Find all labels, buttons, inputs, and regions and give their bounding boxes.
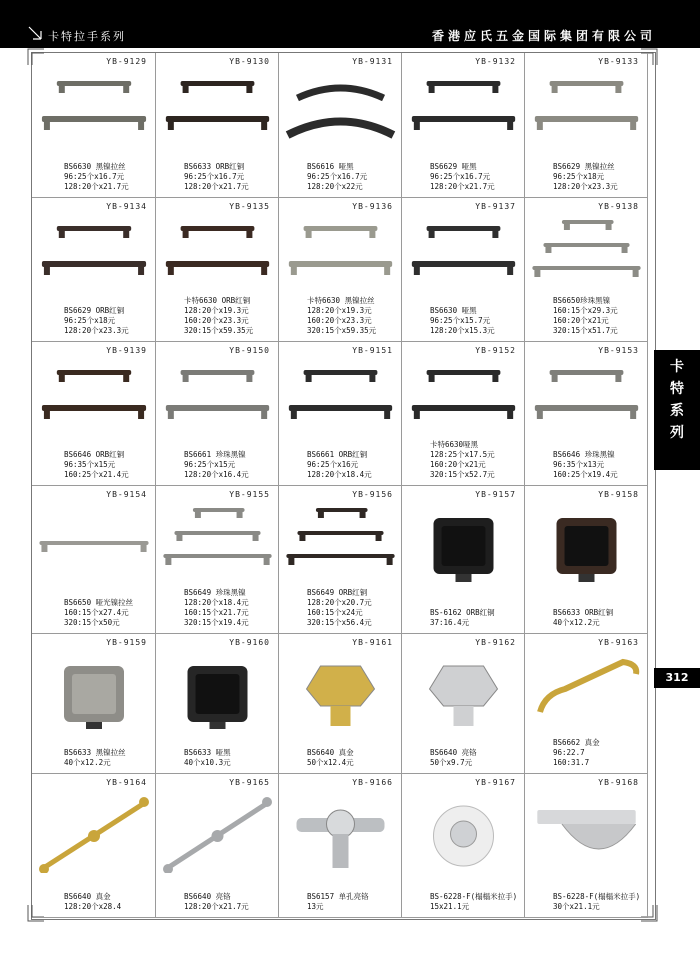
product-code: YB-9158 xyxy=(598,490,639,499)
product-code: YB-9138 xyxy=(598,202,639,211)
product-price: 320:15个x52.7元 xyxy=(430,470,495,479)
product-description xyxy=(279,588,401,628)
product-cell xyxy=(525,53,648,198)
product-name: BS6646 珍珠黑镍 xyxy=(553,450,615,459)
product-price: 96:35个x13元 xyxy=(553,460,605,469)
product-code: YB-9137 xyxy=(475,202,516,211)
product-name: BS6633 黑镍拉丝 xyxy=(64,748,126,757)
product-price: 160:20个x21元 xyxy=(430,460,486,469)
product-description xyxy=(279,162,401,192)
product-description xyxy=(402,892,524,912)
product-cell xyxy=(525,774,648,918)
product-description xyxy=(156,588,278,628)
product-price: 96:25个x16元 xyxy=(307,460,359,469)
product-description xyxy=(402,748,524,768)
product-cell xyxy=(279,774,402,918)
product-price: 15x21.1元 xyxy=(430,902,470,911)
side-char: 卡 xyxy=(670,359,684,375)
product-name: BS-6228-F(榻榻米拉手) xyxy=(430,892,518,901)
product-code: YB-9139 xyxy=(106,346,147,355)
product-description xyxy=(525,296,647,336)
product-cell xyxy=(156,774,279,918)
product-code: YB-9151 xyxy=(352,346,393,355)
product-description xyxy=(32,306,155,336)
product-price: 160:15个x24元 xyxy=(307,608,363,617)
product-description xyxy=(525,892,647,912)
product-name: BS6630 黑镍拉丝 xyxy=(64,162,126,171)
product-price: 13元 xyxy=(307,902,324,911)
product-image xyxy=(156,53,279,153)
product-cell xyxy=(156,53,279,198)
product-code: YB-9155 xyxy=(229,490,270,499)
product-name: BS6633 ORB红铜 xyxy=(184,162,245,171)
product-price: 96:25个x16.7元 xyxy=(184,172,245,181)
product-image xyxy=(32,774,156,873)
product-name: BS-6162 ORB红铜 xyxy=(430,608,495,617)
product-cell xyxy=(525,634,648,774)
side-char: 系 xyxy=(670,403,684,419)
product-price: 96:35个x15元 xyxy=(64,460,116,469)
product-price: 160:20个x23.3元 xyxy=(307,316,372,325)
product-name: BS6662 真金 xyxy=(553,738,600,747)
product-image xyxy=(525,53,648,153)
product-image xyxy=(525,342,648,441)
product-price: 96:25个x15元 xyxy=(184,460,236,469)
product-name: BS6646 ORB红铜 xyxy=(64,450,125,459)
product-image xyxy=(32,486,156,589)
product-image xyxy=(279,486,402,589)
product-code: YB-9134 xyxy=(106,202,147,211)
product-name: BS6157 单孔亮铬 xyxy=(307,892,369,901)
product-price: 37:16.4元 xyxy=(430,618,470,627)
product-price: 40个x12.2元 xyxy=(553,618,600,627)
product-price: 30个x21.1元 xyxy=(553,902,600,911)
product-description xyxy=(279,296,401,336)
product-price: 128:20个x23.3元 xyxy=(64,326,129,335)
product-price: 128:20个x18.4元 xyxy=(184,598,249,607)
product-cell xyxy=(32,774,156,918)
product-image xyxy=(279,634,402,729)
product-description xyxy=(279,748,401,768)
product-image xyxy=(402,53,525,153)
product-description xyxy=(156,892,278,912)
product-code: YB-9154 xyxy=(106,490,147,499)
product-price: 40个x10.3元 xyxy=(184,758,231,767)
product-description xyxy=(32,748,155,768)
product-image xyxy=(402,342,525,441)
product-description xyxy=(402,162,524,192)
product-price: 160:25个x19.4元 xyxy=(553,470,618,479)
product-price: 128:20个x20.7元 xyxy=(307,598,372,607)
product-description xyxy=(156,162,278,192)
product-name: BS6633 哑黑 xyxy=(184,748,231,757)
product-name: BS6649 ORB红铜 xyxy=(307,588,368,597)
product-price: 320:15个x59.35元 xyxy=(307,326,377,335)
product-code: YB-9164 xyxy=(106,778,147,787)
product-image xyxy=(156,342,279,441)
product-code: YB-9168 xyxy=(598,778,639,787)
product-cell xyxy=(402,198,525,342)
product-price: 96:25个x18元 xyxy=(553,172,605,181)
side-tab xyxy=(654,350,700,470)
product-image xyxy=(156,486,279,589)
product-price: 128:20个x22元 xyxy=(307,182,363,191)
side-char: 列 xyxy=(670,425,684,441)
product-description xyxy=(525,162,647,192)
product-price: 96:25个x16.7元 xyxy=(430,172,491,181)
product-price: 128:20个x21.7元 xyxy=(184,902,249,911)
product-image xyxy=(156,774,279,873)
product-code: YB-9131 xyxy=(352,57,393,66)
product-name: 卡特6630 黑镍拉丝 xyxy=(307,296,375,305)
product-description xyxy=(32,162,155,192)
product-price: 50个x12.4元 xyxy=(307,758,354,767)
product-price: 160:31.7 xyxy=(553,758,590,767)
product-name: 卡特6630 ORB红铜 xyxy=(184,296,251,305)
product-code: YB-9166 xyxy=(352,778,393,787)
product-image xyxy=(32,634,156,729)
product-name: BS6630 哑黑 xyxy=(430,306,477,315)
product-name: BS6640 真金 xyxy=(64,892,111,901)
product-cell xyxy=(156,198,279,342)
product-code: YB-9161 xyxy=(352,638,393,647)
product-description xyxy=(156,748,278,768)
product-cell xyxy=(402,486,525,634)
product-code: YB-9150 xyxy=(229,346,270,355)
product-price: 128:20个x19.3元 xyxy=(184,306,249,315)
product-image xyxy=(402,774,525,873)
product-name: BS6661 ORB红铜 xyxy=(307,450,368,459)
product-cell xyxy=(402,634,525,774)
product-description xyxy=(402,440,524,480)
product-price: 160:15个x21.7元 xyxy=(184,608,249,617)
product-code: YB-9129 xyxy=(106,57,147,66)
product-price: 128:20个x28.4 xyxy=(64,902,122,911)
product-cell xyxy=(279,198,402,342)
product-cell xyxy=(279,342,402,486)
product-price: 128:20个x21.7元 xyxy=(430,182,495,191)
product-price: 160:20个x23.3元 xyxy=(184,316,249,325)
product-image xyxy=(156,634,279,729)
arrow-corner-icon xyxy=(28,26,42,40)
product-cell xyxy=(32,342,156,486)
product-price: 160:15个x27.4元 xyxy=(64,608,129,617)
product-description xyxy=(156,450,278,480)
product-image xyxy=(402,634,525,729)
product-name: BS6629 哑黑 xyxy=(430,162,477,171)
product-image xyxy=(279,53,402,153)
product-code: YB-9130 xyxy=(229,57,270,66)
product-cell xyxy=(156,486,279,634)
product-description xyxy=(279,892,401,912)
product-cell xyxy=(156,342,279,486)
product-description xyxy=(32,892,155,912)
company-name: 香港应氏五金国际集团有限公司 xyxy=(431,29,656,43)
product-cell xyxy=(525,486,648,634)
product-description xyxy=(279,450,401,480)
product-name: BS6640 真金 xyxy=(307,748,354,757)
product-price: 128:20个x21.7元 xyxy=(64,182,129,191)
product-code: YB-9159 xyxy=(106,638,147,647)
product-price: 128:20个x23.3元 xyxy=(553,182,618,191)
product-cell xyxy=(525,198,648,342)
product-cell xyxy=(279,486,402,634)
product-price: 320:15个x50元 xyxy=(64,618,120,627)
category-title: 卡特拉手系列 xyxy=(48,30,126,43)
header-bar xyxy=(0,0,700,48)
product-price: 96:25个x15.7元 xyxy=(430,316,491,325)
product-image xyxy=(156,198,279,297)
product-description xyxy=(32,598,155,628)
product-price: 128:25个x17.5元 xyxy=(430,450,495,459)
product-name: BS6650 哑光镍拉丝 xyxy=(64,598,134,607)
product-price: 96:25个x16.7元 xyxy=(64,172,125,181)
product-name: BS6633 ORB红铜 xyxy=(553,608,614,617)
product-cell xyxy=(32,634,156,774)
product-image xyxy=(525,774,648,873)
product-description xyxy=(32,450,155,480)
product-name: BS6616 哑黑 xyxy=(307,162,354,171)
product-price: 96:25个x18元 xyxy=(64,316,116,325)
product-cell xyxy=(525,342,648,486)
product-image xyxy=(525,486,648,589)
product-price: 128:20个x18.4元 xyxy=(307,470,372,479)
product-description xyxy=(402,306,524,336)
product-name: BS-6228-F(榻榻米拉手) xyxy=(553,892,641,901)
product-image xyxy=(279,342,402,441)
product-code: YB-9132 xyxy=(475,57,516,66)
product-name: BS6649 珍珠黑镍 xyxy=(184,588,246,597)
product-price: 128:20个x15.3元 xyxy=(430,326,495,335)
product-code: YB-9167 xyxy=(475,778,516,787)
product-name: BS6650珍珠黑镍 xyxy=(553,296,611,305)
product-price: 320:15个x59.35元 xyxy=(184,326,254,335)
product-cell xyxy=(32,198,156,342)
product-image xyxy=(402,198,525,297)
product-image xyxy=(525,198,648,297)
product-code: YB-9133 xyxy=(598,57,639,66)
product-code: YB-9136 xyxy=(352,202,393,211)
product-code: YB-9157 xyxy=(475,490,516,499)
product-image xyxy=(279,774,402,873)
product-description xyxy=(525,608,647,628)
product-code: YB-9162 xyxy=(475,638,516,647)
product-price: 128:20个x19.3元 xyxy=(307,306,372,315)
product-description xyxy=(525,450,647,480)
product-cell xyxy=(402,774,525,918)
product-price: 50个x9.7元 xyxy=(430,758,473,767)
product-cell xyxy=(402,53,525,198)
product-cell xyxy=(279,53,402,198)
product-price: 160:20个x21元 xyxy=(553,316,609,325)
product-price: 160:15个x29.3元 xyxy=(553,306,618,315)
product-price: 320:15个x51.7元 xyxy=(553,326,618,335)
product-code: YB-9165 xyxy=(229,778,270,787)
product-image xyxy=(32,342,156,441)
product-code: YB-9135 xyxy=(229,202,270,211)
product-code: YB-9152 xyxy=(475,346,516,355)
product-code: YB-9153 xyxy=(598,346,639,355)
page-number: 312 xyxy=(654,668,700,688)
product-code: YB-9160 xyxy=(229,638,270,647)
product-description xyxy=(402,608,524,628)
product-image xyxy=(32,198,156,297)
product-code: YB-9156 xyxy=(352,490,393,499)
product-price: 160:25个x21.4元 xyxy=(64,470,129,479)
product-price: 320:15个x56.4元 xyxy=(307,618,372,627)
product-cell xyxy=(279,634,402,774)
product-name: 卡特6630哑黑 xyxy=(430,440,479,449)
product-price: 96:22.7 xyxy=(553,748,585,757)
product-name: BS6629 ORB红铜 xyxy=(64,306,125,315)
product-name: BS6629 黑镍拉丝 xyxy=(553,162,615,171)
product-name: BS6640 亮铬 xyxy=(430,748,477,757)
product-price: 96:25个x16.7元 xyxy=(307,172,368,181)
product-image xyxy=(32,53,156,153)
product-cell xyxy=(32,53,156,198)
product-price: 128:20个x21.7元 xyxy=(184,182,249,191)
product-cell xyxy=(32,486,156,634)
product-description xyxy=(156,296,278,336)
product-name: BS6661 珍珠黑镍 xyxy=(184,450,246,459)
product-cell xyxy=(156,634,279,774)
product-image xyxy=(525,634,648,729)
product-image xyxy=(279,198,402,297)
product-price: 320:15个x19.4元 xyxy=(184,618,249,627)
product-price: 128:20个x16.4元 xyxy=(184,470,249,479)
product-price: 40个x12.2元 xyxy=(64,758,111,767)
product-cell xyxy=(402,342,525,486)
product-name: BS6640 亮铬 xyxy=(184,892,231,901)
product-code: YB-9163 xyxy=(598,638,639,647)
side-char: 特 xyxy=(670,381,684,397)
product-image xyxy=(402,486,525,589)
product-description xyxy=(525,738,647,768)
